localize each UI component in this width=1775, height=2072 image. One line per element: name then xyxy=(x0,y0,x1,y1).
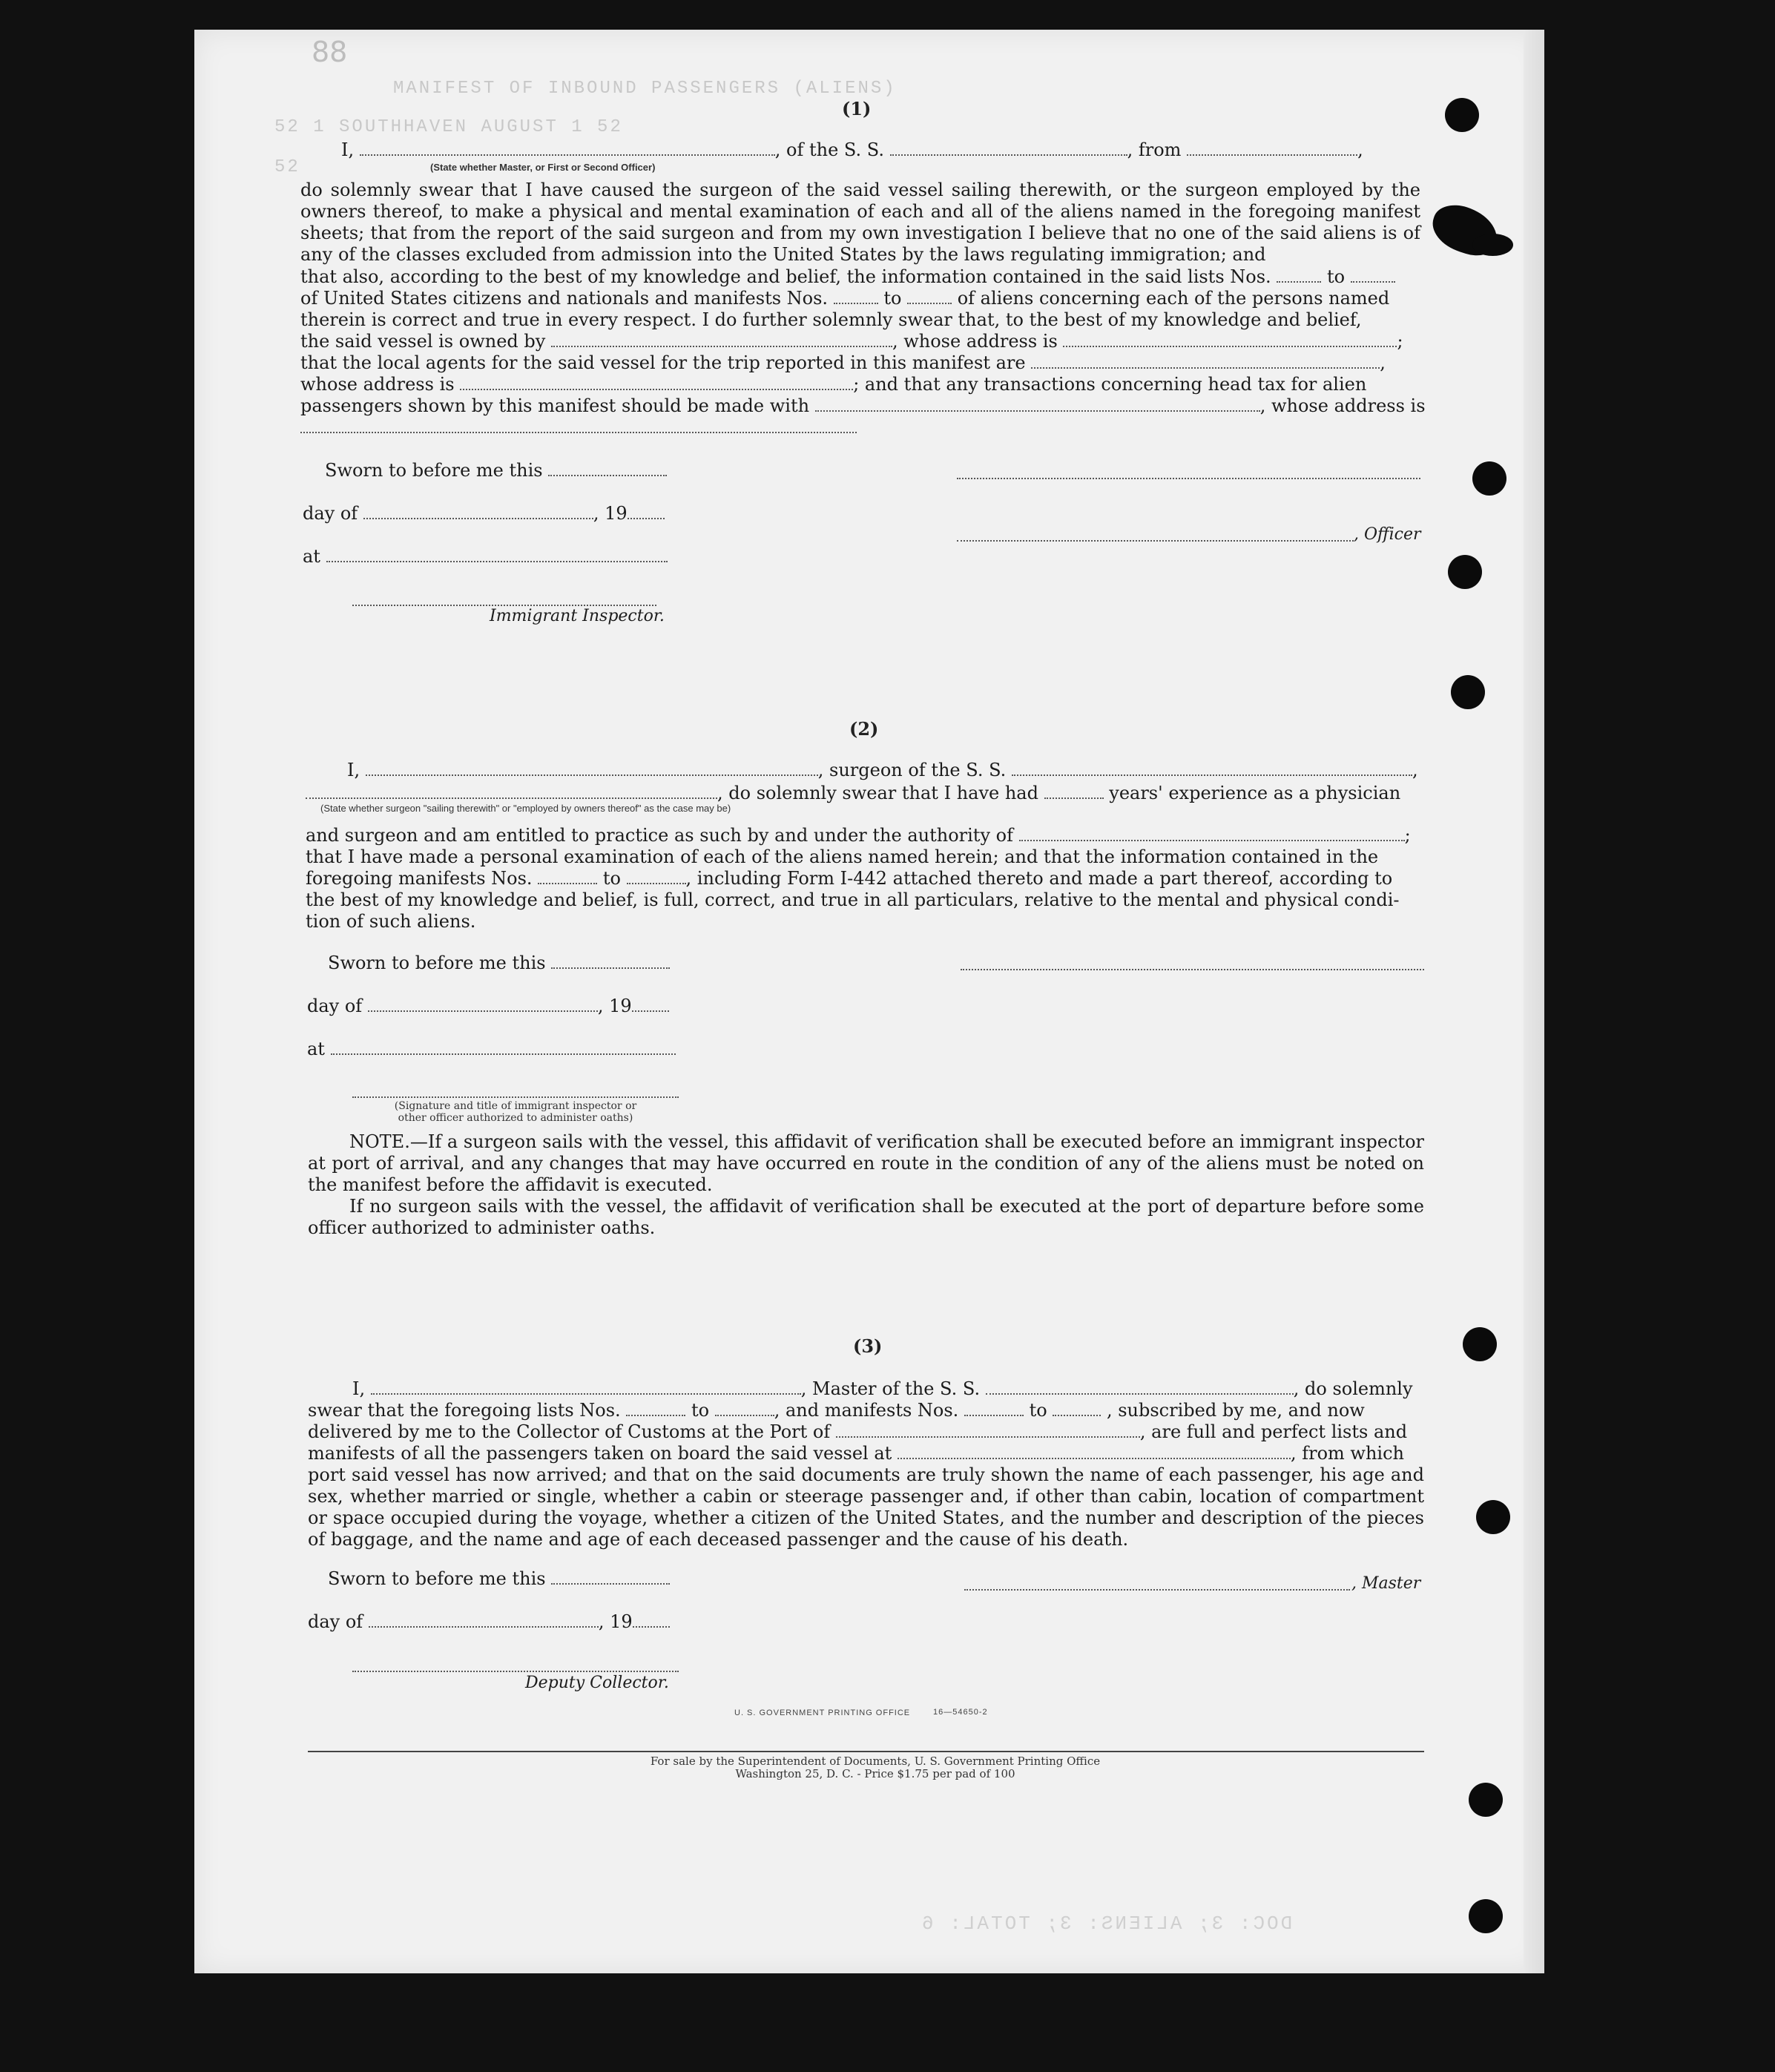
scan-edge xyxy=(1524,30,1544,1973)
s3-dayof: day of , 19 xyxy=(308,1611,670,1632)
boarding-port-field[interactable] xyxy=(898,1444,1291,1459)
port-from-field[interactable] xyxy=(1187,141,1357,156)
manifests-to-field[interactable] xyxy=(907,289,952,304)
s3-line1: I, , Master of the S. S. , do solemnly xyxy=(352,1378,1413,1399)
agents-address-field[interactable] xyxy=(460,375,853,390)
ghost-header-3: 52 xyxy=(274,157,300,177)
ghost-footer: DOC: 3; ALIENS: 3; TOTAL: 6 xyxy=(920,1913,1293,1935)
s1-place-field[interactable] xyxy=(326,547,668,562)
officer-name-field[interactable] xyxy=(360,141,775,156)
s3-delivered-line: delivered by me to the Collector of Customs at the Port of , are full and perfect lists and xyxy=(308,1421,1408,1442)
s2-exam-line: that I have made a personal examination of each of the aliens named herein; and that the information contained in the xyxy=(306,846,1379,867)
printer-code: 16—54650-2 xyxy=(933,1708,988,1717)
s2-year-field[interactable] xyxy=(632,997,669,1012)
manifests-from-field[interactable] xyxy=(834,289,878,304)
officer-label: , Officer xyxy=(1354,525,1421,544)
s1-agents-line: that the local agents for the said vessel for the trip reported in this manifest are , xyxy=(300,352,1386,373)
page-stamp: 88 xyxy=(312,36,348,68)
officer-line[interactable] xyxy=(957,540,1354,542)
s1-sworn: Sworn to before me this xyxy=(325,460,667,481)
s2-at: at xyxy=(307,1039,676,1059)
section-2-number: (2) xyxy=(849,718,879,740)
s2-vessel-field[interactable] xyxy=(1012,761,1412,776)
head-tax-address-field[interactable] xyxy=(300,432,857,433)
officer-caption: (State whether Master, or First or Second Officer) xyxy=(430,162,656,173)
head-tax-contact-field[interactable] xyxy=(815,397,1260,412)
s2-manifests-to-field[interactable] xyxy=(627,869,686,884)
section-1-number: (1) xyxy=(842,98,872,119)
s2-sworn-date-field[interactable] xyxy=(551,954,670,969)
s2-tion-line: tion of such aliens. xyxy=(306,911,476,932)
section-3-number: (3) xyxy=(853,1335,883,1357)
s1-line1: I, , of the S. S. , from , xyxy=(341,139,1363,160)
s1-sworn-date-field[interactable] xyxy=(548,461,667,476)
punch-hole xyxy=(1463,1327,1497,1361)
s3-manifests-to-field[interactable] xyxy=(1053,1401,1101,1416)
s1-dayof: day of , 19 xyxy=(303,503,665,524)
surgeon-signature-field[interactable] xyxy=(961,969,1424,970)
officer-signature-field[interactable] xyxy=(957,478,1420,479)
s3-month-field[interactable] xyxy=(369,1613,599,1628)
s2-line1: I, , surgeon of the S. S. , xyxy=(347,760,1418,780)
s3-lists-to-field[interactable] xyxy=(715,1401,774,1416)
s3-lists-from-field[interactable] xyxy=(626,1401,685,1416)
s3-vessel-field[interactable] xyxy=(986,1380,1294,1395)
s3-sworn-date-field[interactable] xyxy=(551,1570,670,1585)
s3-year-field[interactable] xyxy=(633,1613,670,1628)
master-label: , Master xyxy=(1351,1574,1421,1593)
surgeon-status-field[interactable] xyxy=(306,784,717,799)
s2-line2: , do solemnly swear that I have had years' experience as a physician xyxy=(306,783,1400,803)
port-of-field[interactable] xyxy=(836,1423,1140,1438)
s1-whose-line: whose address is ; and that any transactions concerning head tax for alien xyxy=(300,374,1367,395)
note-2: If no surgeon sails with the vessel, the affidavit of verification shall be executed at the port of departure before some officer authorized to administer oaths. xyxy=(308,1196,1424,1238)
s2-signature-caption: (Signature and title of immigrant inspector or other officer authorized to administer oaths) xyxy=(394,1100,637,1124)
note-1: NOTE.—If a surgeon sails with the vessel, this affidavit of verification shall be executed before an immigrant inspector at port of arrival, and any changes that may have occurred en route in the condition of any of the aliens must be noted on the manifest before the affidavit is executed. xyxy=(308,1131,1424,1195)
s2-month-field[interactable] xyxy=(368,997,598,1012)
years-experience-field[interactable] xyxy=(1044,784,1104,799)
s1-at: at xyxy=(303,546,668,567)
s1-correct-line: therein is correct and true in every respect. I do further solemnly swear that, to the best of my knowledge and belief, xyxy=(300,309,1362,330)
surgeon-caption: (State whether surgeon "sailing therewith" or "employed by owners thereof" as the case may be) xyxy=(320,803,731,814)
inspector-label: Immigrant Inspector. xyxy=(490,607,665,625)
s2-sworn: Sworn to before me this xyxy=(328,953,670,973)
s1-passengers-line: passengers shown by this manifest should be made with , whose address is xyxy=(300,395,1426,416)
collector-signature-field[interactable] xyxy=(352,1671,679,1672)
s1-month-field[interactable] xyxy=(363,504,593,519)
surgeon-name-field[interactable] xyxy=(366,761,818,776)
sale-notice: For sale by the Superintendent of Documents, U. S. Government Printing Office Washington 25, D. C. - Price $1.75 per pad of 100 xyxy=(650,1754,1101,1780)
s3-swear-line: swear that the foregoing lists Nos. to , and manifests Nos. to , subscribed by me, and now xyxy=(308,1400,1365,1421)
agents-field[interactable] xyxy=(1031,354,1380,369)
vessel-name-field[interactable] xyxy=(890,141,1127,156)
owner-address-field[interactable] xyxy=(1063,332,1397,347)
s2-inspector-signature-field[interactable] xyxy=(352,1096,679,1098)
punch-hole xyxy=(1469,1899,1503,1933)
master-signature-field[interactable] xyxy=(964,1589,1350,1591)
ghost-header-2: 52 1 SOUTHHAVEN AUGUST 1 52 xyxy=(274,117,623,137)
punch-hole xyxy=(1476,1500,1510,1534)
s3-body: port said vessel has now arrived; and that on the said documents are truly shown the name of each passenger, his age and sex, whether married or single, whether a cabin or steerage passenger and, if other than cabin, location of compartment or space occupied during the voyage, whether a citizen of the United States, and the number and description of the pieces of baggage, and the name and age of each deceased passenger and the cause of his death. xyxy=(308,1464,1424,1550)
lists-to-field[interactable] xyxy=(1351,268,1395,283)
inspector-signature-field[interactable] xyxy=(352,605,656,606)
punch-hole xyxy=(1472,461,1506,496)
s1-manifests-line: of United States citizens and nationals and manifests Nos. to of aliens concerning each of the persons named xyxy=(300,288,1390,309)
punch-hole xyxy=(1469,1783,1503,1817)
lists-from-field[interactable] xyxy=(1277,268,1321,283)
s2-dayof: day of , 19 xyxy=(307,996,669,1016)
s1-owned-line: the said vessel is owned by , whose address is ; xyxy=(300,331,1403,352)
s1-body: do solemnly swear that I have caused the surgeon of the said vessel sailing therewith, or the surgeon employed by the owners thereof, to make a physical and mental examination of each and all of the aliens named in the foregoing manifest sheets; that from the report of the said surgeon and from my own investigation I believe that no one of the said aliens is of any of the classes excluded from admission into the United States by the laws regulating immigration; and xyxy=(300,180,1420,265)
footer-rule xyxy=(308,1751,1424,1752)
ghost-header-1: MANIFEST OF INBOUND PASSENGERS (ALIENS) xyxy=(393,79,897,99)
master-name-field[interactable] xyxy=(371,1380,801,1395)
s2-place-field[interactable] xyxy=(331,1040,676,1055)
owner-field[interactable] xyxy=(551,332,892,347)
s2-manifests-line: foregoing manifests Nos. to , including Form I-442 attached thereto and made a part thereof, according to xyxy=(306,868,1393,889)
s2-practice-line: and surgeon and am entitled to practice as such by and under the authority of ; xyxy=(306,825,1411,846)
punch-hole xyxy=(1445,98,1479,132)
s3-manifests-line: manifests of all the passengers taken on board the said vessel at , from which xyxy=(308,1443,1404,1464)
punch-hole xyxy=(1451,675,1485,709)
practice-authority-field[interactable] xyxy=(1019,826,1405,841)
s2-manifests-from-field[interactable] xyxy=(538,869,597,884)
punch-hole xyxy=(1448,555,1482,589)
s2-best-line: the best of my knowledge and belief, is full, correct, and true in all particulars, relative to the mental and physical condi- xyxy=(306,889,1400,910)
printer-office: U. S. GOVERNMENT PRINTING OFFICE xyxy=(734,1708,911,1717)
s1-lists-line: that also, according to the best of my knowledge and belief, the information contained in the said lists Nos. to xyxy=(300,266,1395,287)
s3-manifests-from-field[interactable] xyxy=(964,1401,1024,1416)
ink-blot xyxy=(1472,234,1513,256)
s3-sworn: Sworn to before me this xyxy=(328,1568,670,1589)
note-head: NOTE. xyxy=(349,1131,410,1152)
collector-label: Deputy Collector. xyxy=(525,1674,669,1692)
s1-year-field[interactable] xyxy=(628,504,665,519)
